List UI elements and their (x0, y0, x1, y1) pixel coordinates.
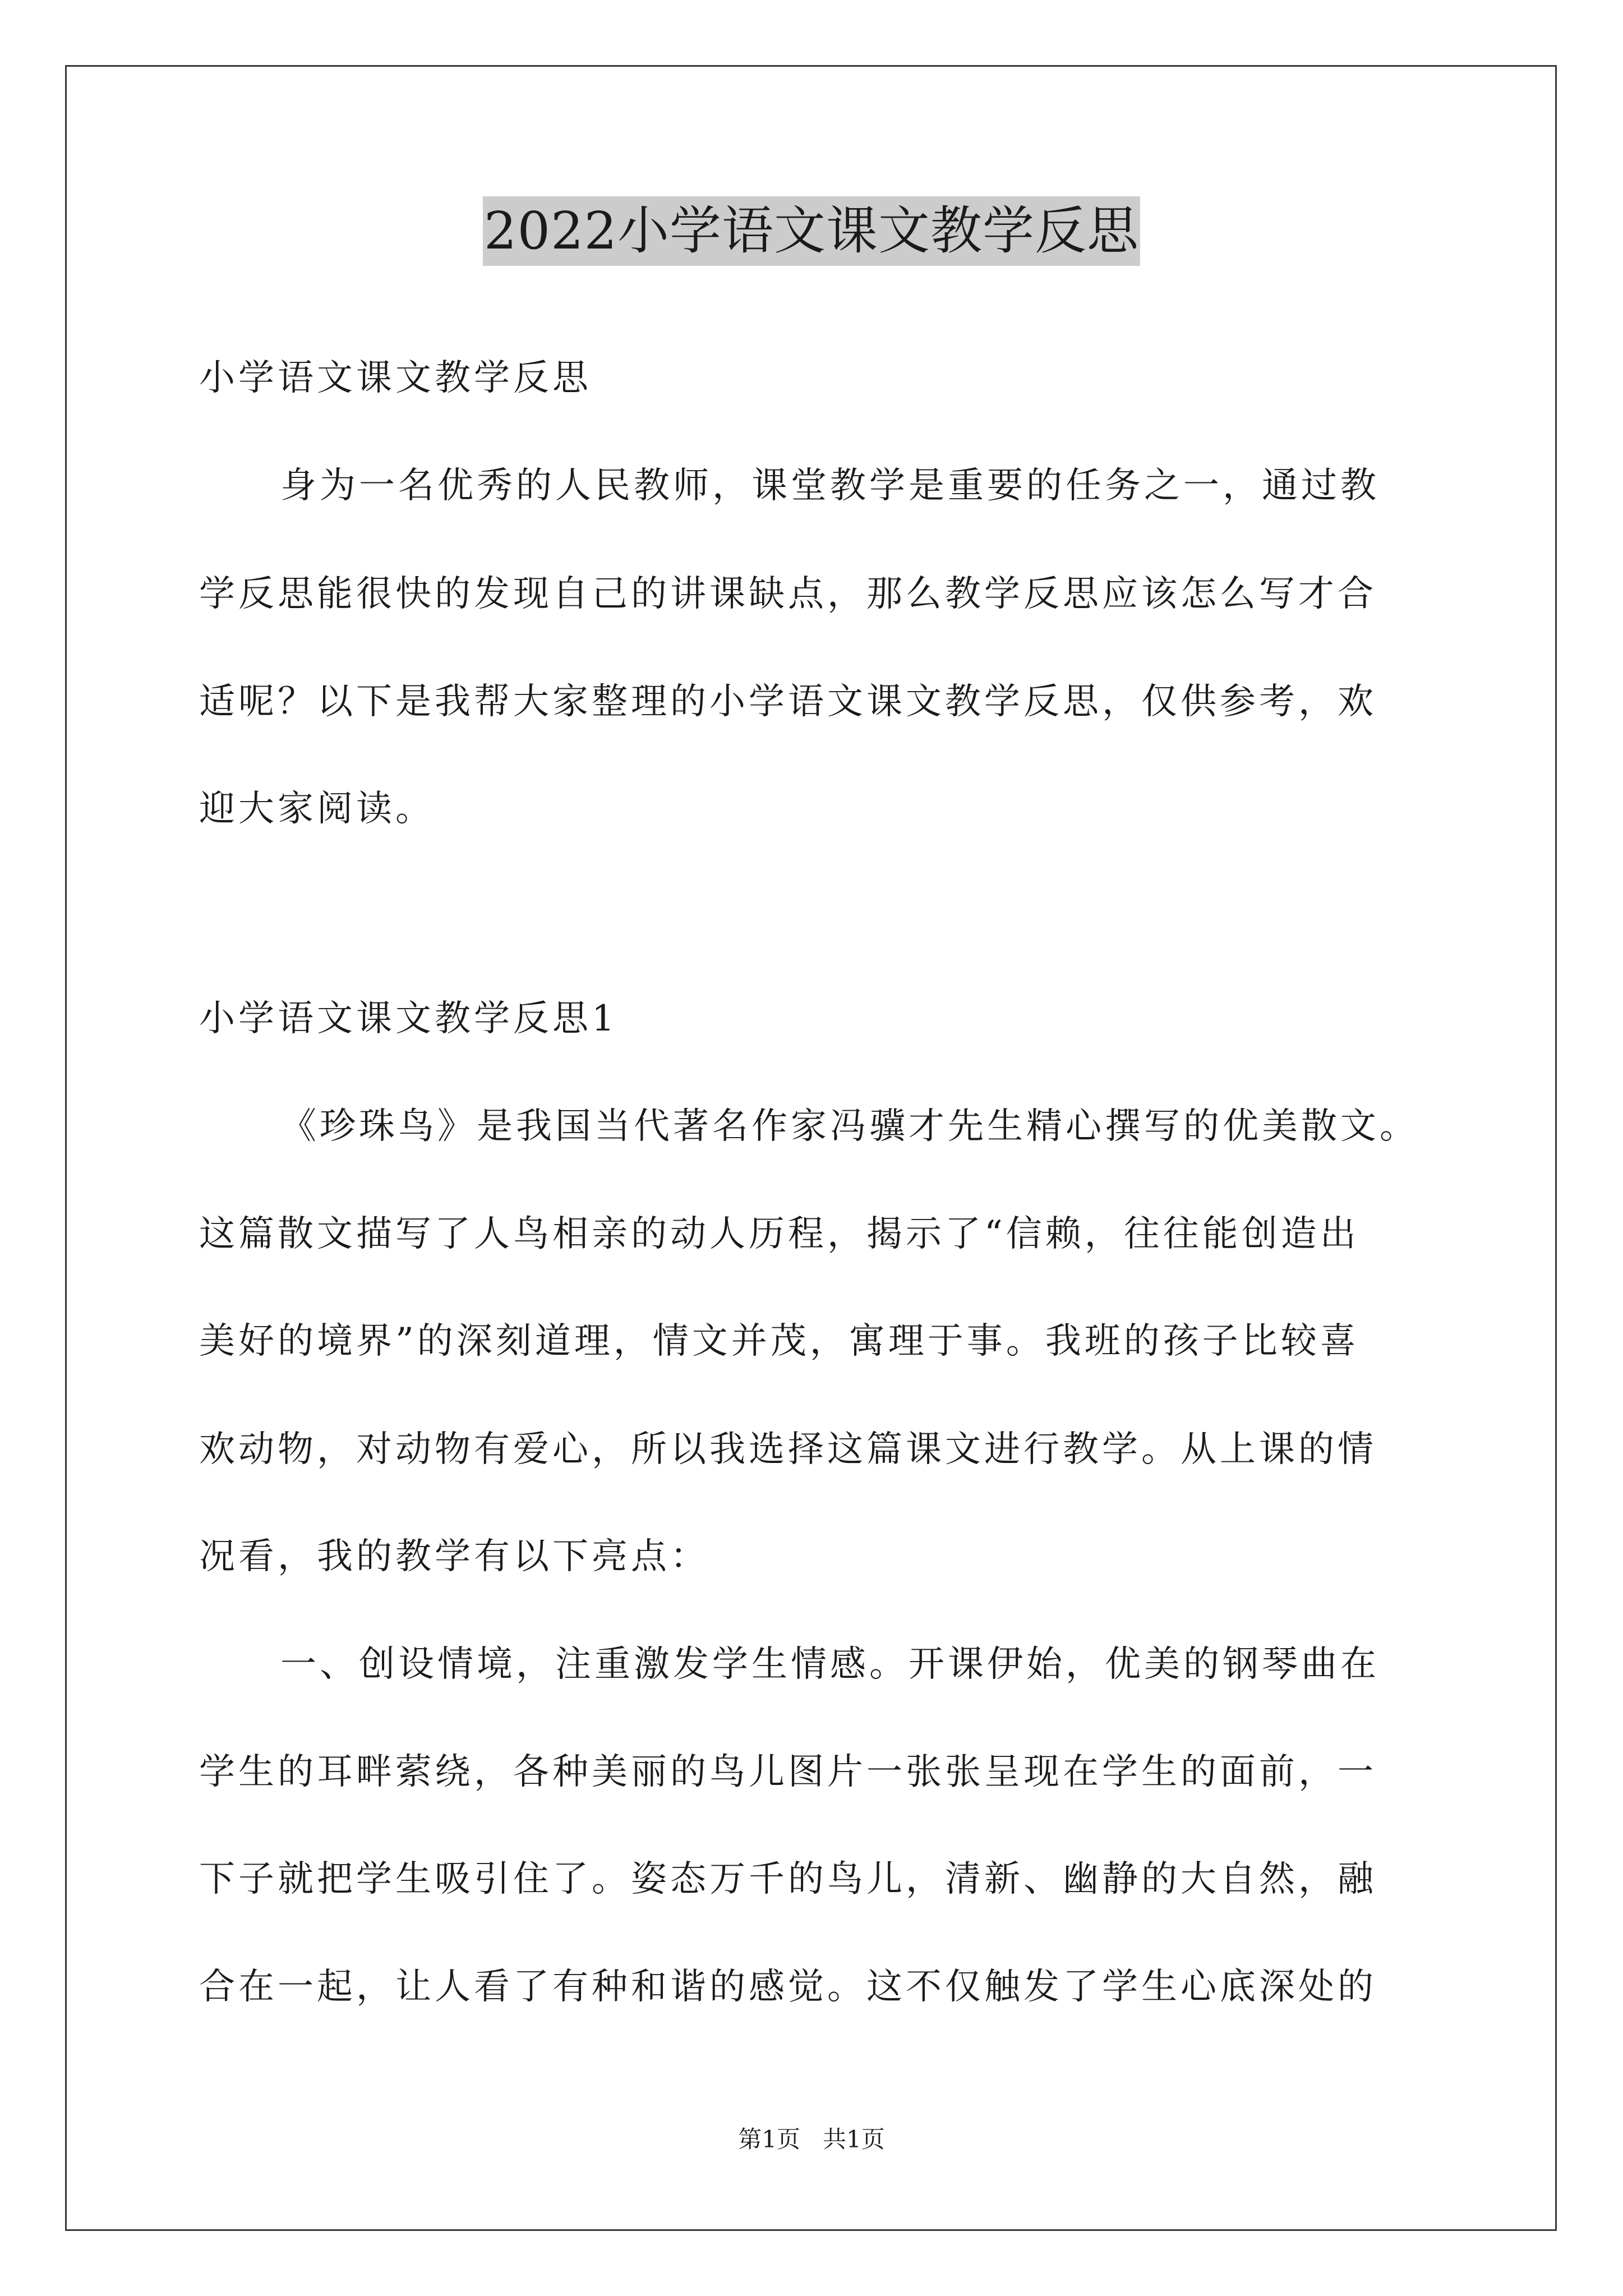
subtitle: 小学语文课文教学反思 (199, 357, 592, 399)
intro-line: 适呢？以下是我帮大家整理的小学语文课文教学反思，仅供参考，欢 (199, 681, 1377, 723)
page-total: 共1页 (823, 2125, 885, 2153)
para1-line: 美好的境界”的深刻道理，情文并茂，寓理于事。我班的孩子比较喜 (199, 1320, 1359, 1362)
para2-line: 学生的耳畔萦绕，各种美丽的鸟儿图片一张张呈现在学生的面前，一 (199, 1751, 1377, 1793)
intro-line: 迎大家阅读。 (199, 788, 435, 830)
document-title: 2022小学语文课文教学反思 (483, 196, 1140, 266)
para2-line: 一、创设情境，注重激发学生情感。开课伊始，优美的钢琴曲在 (280, 1644, 1380, 1685)
intro-line: 身为一名优秀的人民教师，课堂教学是重要的任务之一，通过教 (280, 465, 1380, 507)
section-heading: 小学语文课文教学反思1 (199, 998, 618, 1039)
page-footer (0, 2124, 1623, 2155)
para1-line: 欢动物，对动物有爱心，所以我选择这篇课文进行教学。从上课的情 (199, 1429, 1377, 1470)
para2-line: 合在一起，让人看了有种和谐的感觉。这不仅触发了学生心底深处的 (199, 1966, 1377, 2008)
para1-line: 《珍珠鸟》是我国当代著名作家冯骥才先生精心撰写的优美散文。 (280, 1106, 1419, 1147)
para1-line: 况看，我的教学有以下亮点： (199, 1536, 709, 1577)
title-container (0, 196, 1623, 266)
para1-line: 这篇散文描写了人鸟相亲的动人历程，揭示了“信赖，往往能创造出 (199, 1213, 1359, 1255)
intro-line: 学反思能很快的发现自己的讲课缺点，那么教学反思应该怎么写才合 (199, 573, 1377, 615)
para2-line: 下子就把学生吸引住了。姿态万千的鸟儿，清新、幽静的大自然，融 (199, 1858, 1377, 1900)
page-number: 第1页 (738, 2125, 800, 2153)
